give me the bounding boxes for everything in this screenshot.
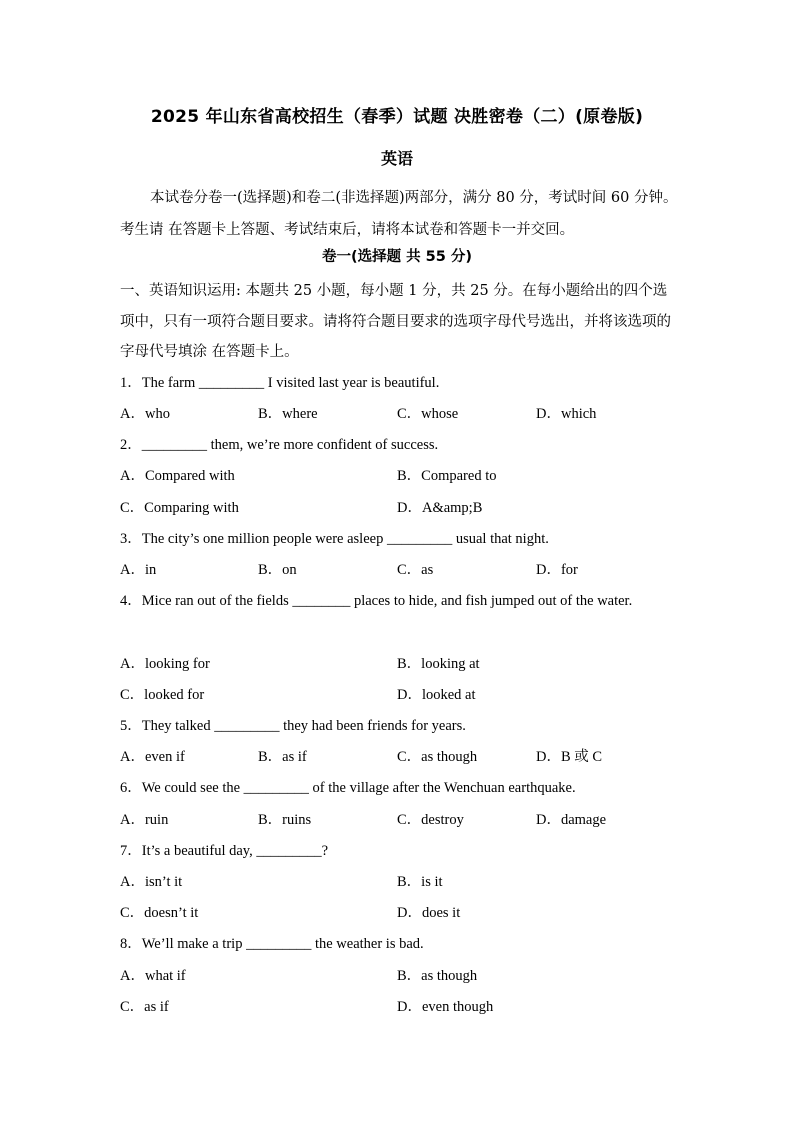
option-a: A．even if	[120, 749, 185, 765]
option-a: A．looking for	[120, 656, 210, 672]
question-stem: 4．Mice ran out of the fields ________ places to hide, and fish jumped out of the water.	[120, 593, 633, 609]
question-stem: 1．The farm _________ I visited last year is beautiful.	[120, 375, 440, 391]
option-a: A．what if	[120, 968, 186, 984]
option-b: B．Compared to	[397, 468, 497, 484]
option-c: C．doesn’t it	[120, 905, 199, 921]
instructions-text: 一、英语知识运用: 本题共 25 小题，每小题 1 分，共 25 分。在每小题给出的四个选项中，只有一项符合题目要求。请将符合题目要求的选项字母代号选出，并将该选项的字母代号填涂 在答题卡上。	[120, 283, 671, 360]
option-b: B．where	[258, 406, 318, 422]
option-d: D．looked at	[397, 687, 476, 703]
option-b: B．as though	[397, 968, 478, 984]
option-c: C．whose	[397, 406, 459, 422]
question-stem: 3．The city’s one million people were asleep _________ usual that night.	[120, 531, 549, 547]
option-b: B．looking at	[397, 656, 480, 672]
instructions-paragraph	[120, 276, 680, 368]
option-c: C．destroy	[397, 812, 464, 828]
option-d: D．B 或 C	[536, 749, 603, 765]
subject-heading: 英语	[380, 149, 413, 168]
option-a: A．who	[120, 406, 170, 422]
option-b: B．on	[258, 562, 297, 578]
option-d: D．for	[536, 562, 578, 578]
option-d: D．which	[536, 406, 597, 422]
option-c: C．looked for	[120, 687, 205, 703]
question-stem: 6．We could see the _________ of the village after the Wenchuan earthquake.	[120, 780, 576, 796]
option-d: D．even though	[397, 999, 494, 1015]
page-title: 2025 年山东省高校招生（春季）试题 决胜密卷（二）(原卷版)	[150, 107, 644, 127]
option-b: B．ruins	[258, 812, 312, 828]
option-d: D．damage	[536, 812, 607, 828]
option-a: A．Compared with	[120, 468, 235, 484]
option-c: C．as though	[397, 749, 478, 765]
option-a: A．ruin	[120, 812, 169, 828]
option-b: B．as if	[258, 749, 307, 765]
option-d: D．A&amp;B	[397, 500, 483, 516]
intro-text: 本试卷分卷一(选择题)和卷二(非选择题)两部分，满分 80 分，考试时间 60 分钟。考生请 在答题卡上答题、考试结束后，请将本试卷和答题卡一并交回。	[120, 190, 678, 238]
option-c: C．as	[397, 562, 434, 578]
option-c: C．as if	[120, 999, 169, 1015]
question-stem: 8．We’ll make a trip _________ the weather is bad.	[120, 936, 424, 952]
question-stem: 2．_________ them, we’re more confident of success.	[120, 437, 439, 453]
section-heading: 卷一(选择题 共 55 分)	[321, 249, 473, 265]
option-c: C．Comparing with	[120, 500, 239, 516]
option-b: B．is it	[397, 874, 443, 890]
option-a: A．isn’t it	[120, 874, 183, 890]
option-a: A．in	[120, 562, 157, 578]
question-stem: 7．It’s a beautiful day, _________?	[120, 843, 329, 859]
intro-paragraph	[120, 182, 680, 246]
question-stem: 5．They talked _________ they had been friends for years.	[120, 718, 466, 734]
option-d: D．does it	[397, 905, 461, 921]
